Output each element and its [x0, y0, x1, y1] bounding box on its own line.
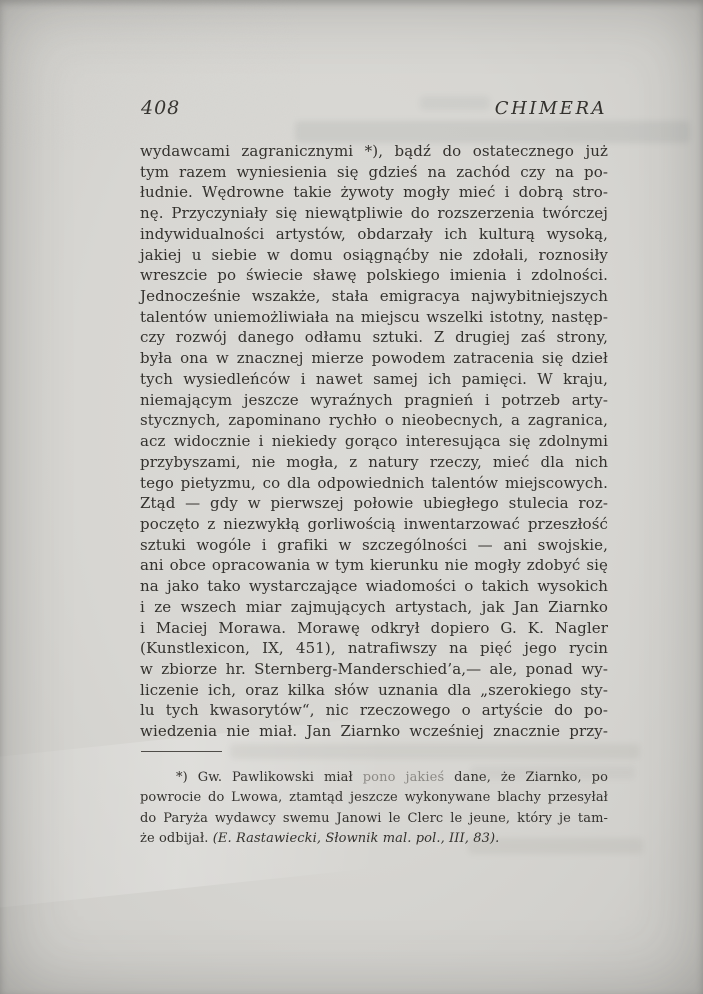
body-line: stycznych, zapominano rychło o nieobecnych, a zagranica,: [140, 411, 608, 430]
body-line: na jako tako wystarczające wiadomości o takich wysokich: [140, 577, 608, 596]
text-segment: (E. Rastawiecki, Słownik mal. pol., III, 83).: [212, 830, 500, 846]
body-line: acz widocznie i niekiedy gorąco interesująca się zdolnymi: [140, 432, 608, 451]
body-line: nę. Przyczyniały się niewątpliwie do rozszerzenia twórczej: [140, 204, 608, 223]
body-line: lu tych kwasorytów“, nic rzeczowego o artyście do po-: [140, 701, 608, 720]
body-text: [140, 141, 608, 742]
body-line: Jednocześnie wszakże, stała emigracya najwybitniejszych: [140, 287, 608, 306]
body-line: niemającym jeszcze wyraźnych pragnień i potrzeb arty-: [140, 390, 608, 409]
page-number: 408: [141, 97, 181, 119]
body-line: tych wysiedleńców i nawet samej ich pamięci. W kraju,: [140, 369, 608, 388]
paper-grain-texture: [0, 0, 300, 150]
body-line: przybyszami, nie mogła, z natury rzeczy, mieć dla nich: [140, 452, 608, 471]
body-line: w zbiorze hr. Sternberg-Manderschied’a,— ale, ponad wy-: [140, 659, 608, 678]
body-line: ani obce opracowania w tym kierunku nie mogły zdobyć się: [140, 556, 608, 575]
body-line: liczenie ich, oraz kilka słów uznania dla „szerokiego sty-: [140, 680, 608, 699]
journal-title: CHIMERA: [494, 98, 607, 119]
text-segment: powrocie do Lwowa, ztamtąd jeszcze wykonywane blachy przesyłał: [140, 790, 608, 806]
body-line: indywidualności artystów, obdarzały ich kulturą wysoką,: [140, 224, 608, 243]
body-line: tego pietyzmu, co dla odpowiednich talentów miejscowych.: [140, 473, 608, 492]
body-line: poczęto z niezwykłą gorliwością inwentarzować przeszłość: [140, 514, 608, 533]
text-segment: do Paryża wydawcy swemu Janowi le Clerc le jeune, który je tam-: [140, 810, 608, 826]
body-line: była ona w znacznej mierze powodem zatracenia się dzieł: [140, 349, 608, 368]
body-line: talentów uniemożliwiała na miejscu wszelki istotny, następ-: [140, 307, 608, 326]
body-line: wreszcie po świecie sławę polskiego imienia i zdolności.: [140, 266, 608, 285]
body-line: (Kunstlexicon, IX, 451), natrafiwszy na pięć jego rycin: [140, 639, 608, 658]
footnote-separator: [141, 751, 222, 752]
footnote-line: [140, 768, 608, 788]
text-segment: że odbijał.: [140, 830, 213, 846]
bleedthrough-ghost: [230, 744, 640, 759]
body-line: łudnie. Wędrowne takie żywoty mogły mieć i dobrą stro-: [140, 183, 608, 202]
body-line: jakiej u siebie w domu osiągnąćby nie zdołali, roznosiły: [140, 245, 608, 264]
body-line: czy rozwój danego odłamu sztuki. Z drugiej zaś strony,: [140, 328, 608, 347]
body-line: Ztąd — gdy w pierwszej połowie ubiegłego stulecia roz-: [140, 494, 608, 513]
text-segment: *) Gw. Pawlikowski miał: [176, 770, 363, 785]
body-line: i Maciej Morawa. Morawę odkrył dopiero G. K. Nagler: [140, 618, 608, 637]
running-head: [141, 97, 607, 119]
body-line: wydawcami zagranicznymi *), bądź do ostatecznego już: [140, 142, 608, 160]
footnote-line: [140, 788, 608, 808]
body-line: tym razem wyniesienia się gdzieś na zachód czy na po-: [140, 162, 608, 181]
text-segment: dane, że Ziarnko, po: [444, 770, 608, 785]
text-segment: pono jakieś: [362, 770, 445, 785]
footnote: [140, 768, 608, 849]
footnote-line: [140, 829, 608, 849]
body-line: wiedzenia nie miał. Jan Ziarnko wcześniej znacznie przy-: [140, 722, 608, 741]
body-line: sztuki wogóle i grafiki w szczególności — ani swojskie,: [140, 535, 608, 554]
body-line: i ze wszech miar zajmujących artystach, jak Jan Ziarnko: [140, 597, 608, 616]
bleedthrough-ghost: [295, 121, 690, 143]
footnote-line: [140, 809, 608, 829]
